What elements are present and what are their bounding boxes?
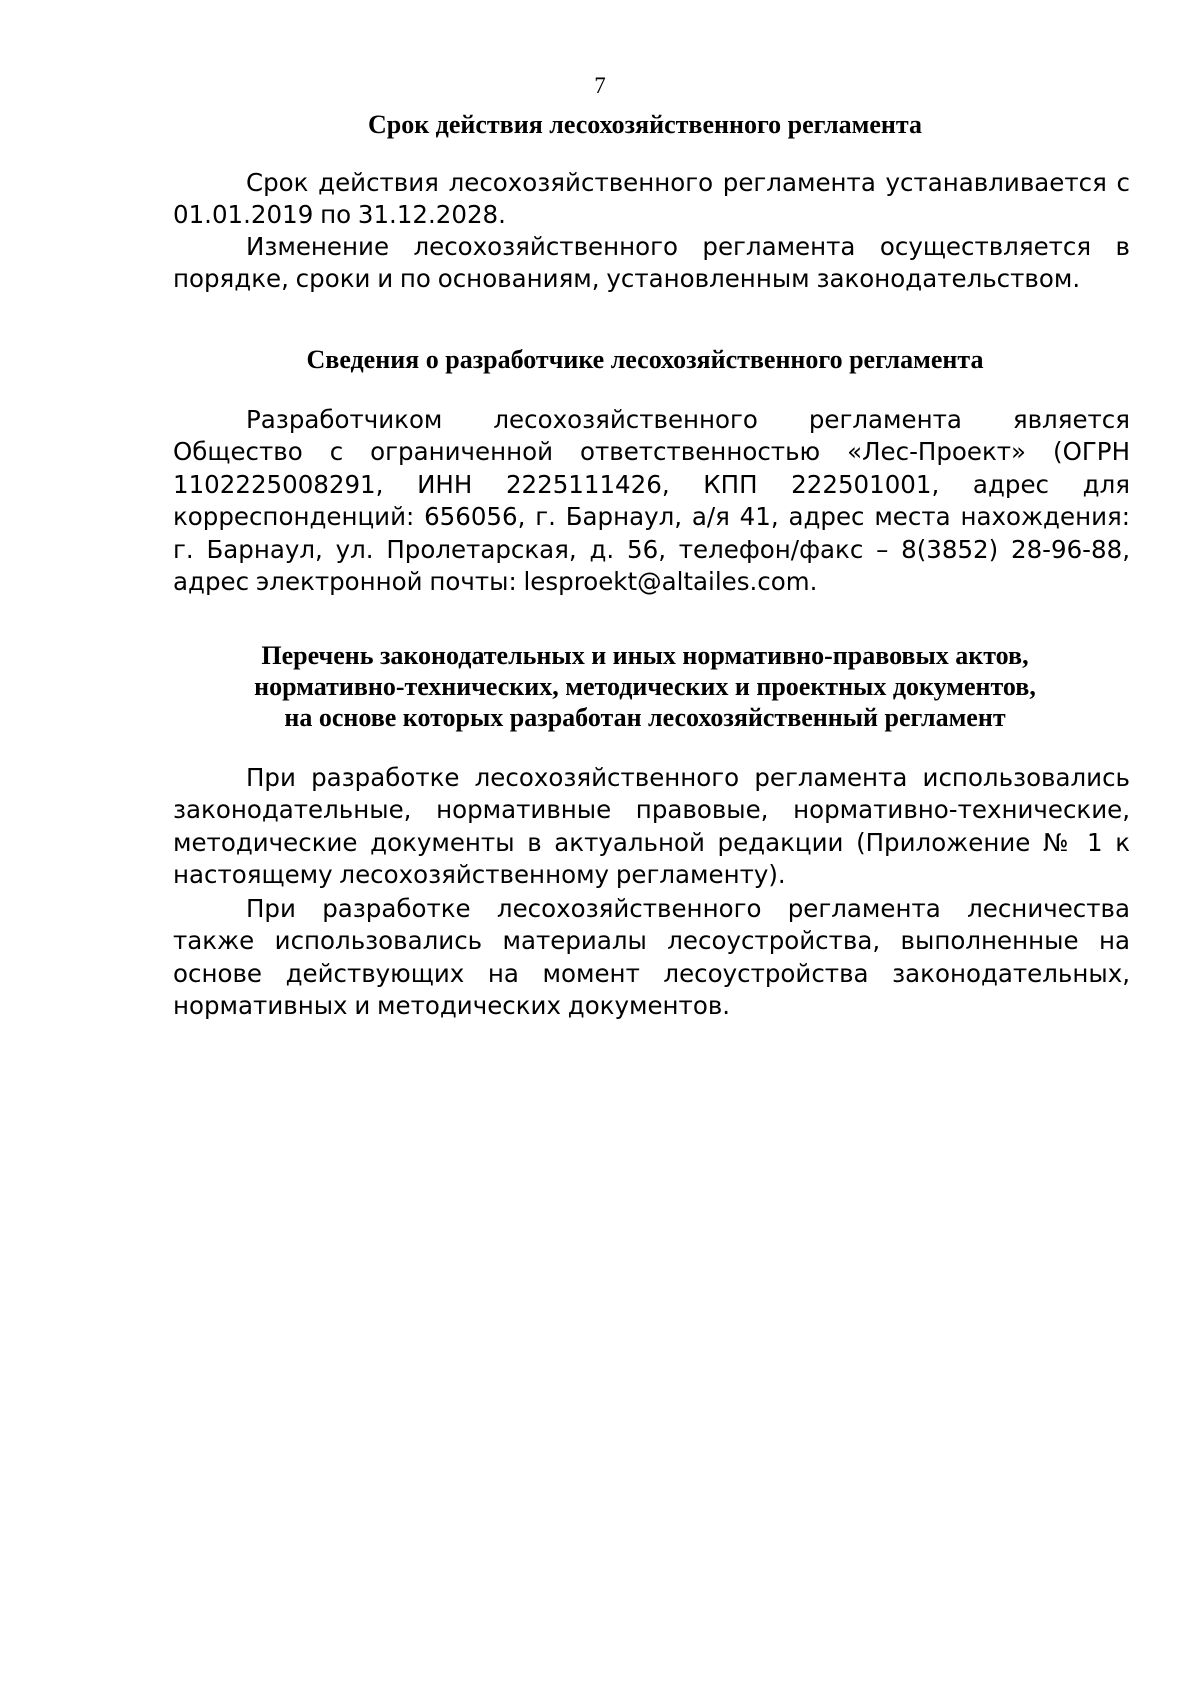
section-heading-term: Срок действия лесохозяйственного регламента [367, 110, 923, 139]
page-number: 7 [594, 73, 606, 98]
paragraph-forest-inventory-materials: При разработке лесохозяйственного регламента лесничества также использовались материалы лесоустройства, выполненные на основе действующих на момент лесоустройства законодательных, нормативных и методических документов. [173, 894, 1130, 1021]
section-heading-developer: Сведения о разработчике лесохозяйственного регламента [306, 345, 984, 374]
section-heading-legal-acts [160, 640, 1130, 733]
paragraph-developer-info: Разработчиком лесохозяйственного регламента является Общество с ограниченной ответственностью «Лес-Проект» (ОГРН 1102225008291, ИНН 2225111426, КПП 222501001, адрес для корреспонденций: 656056, г. Барнаул, а/я 41, адрес места нахождения: г. Барнаул, ул. Пролетарская, д. 56, телефон/факс – 8(3852) 28-96-88, адрес электронной почты: lesproekt@altailes.com. [173, 405, 1130, 597]
paragraph-amendment-procedure: Изменение лесохозяйственного регламента осуществляется в порядке, сроки и по основаниям, установленным законодательством. [173, 232, 1130, 294]
paragraph-documents-used: При разработке лесохозяйственного регламента использовались законодательные, нормативные правовые, нормативно-технические, методические документы в актуальной редакции (Приложение № 1 к настоящему лесохозяйственному регламенту). [173, 763, 1130, 890]
heading-line: нормативно-технических, методических и проектных документов, [254, 672, 1036, 701]
paragraph-term-period: Срок действия лесохозяйственного регламента устанавливается с 01.01.2019 по 31.12.2028. [173, 168, 1130, 230]
heading-line: на основе которых разработан лесохозяйственный регламент [284, 703, 1006, 732]
heading-line: Перечень законодательных и иных нормативно-правовых актов, [261, 641, 1029, 670]
